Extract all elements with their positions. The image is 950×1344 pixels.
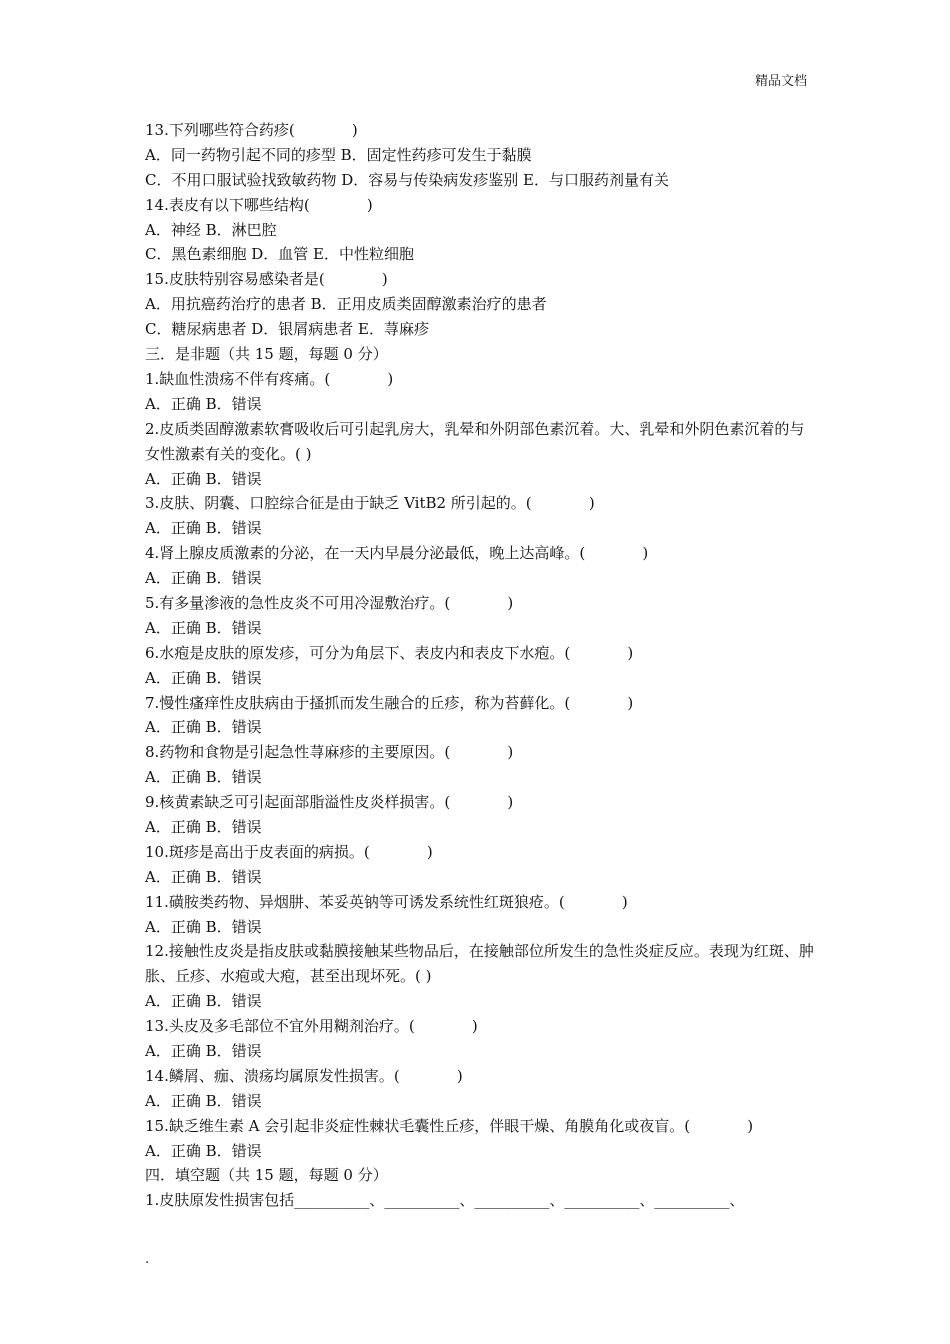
option-line: C．不用口服试验找致敏药物 D．容易与传染病发疹鉴别 E．与口服药剂量有关 xyxy=(145,170,669,189)
option-line: A．正确 B．错误 xyxy=(145,569,262,588)
option-line: A．正确 B．错误 xyxy=(145,718,262,737)
option-line: A．正确 B．错误 xyxy=(145,917,262,936)
question-line: 15.皮肤特别容易感染者是( ) xyxy=(145,270,388,289)
option-line: A．正确 B．错误 xyxy=(145,768,262,787)
question-line: 14.鳞屑、痂、溃疡均属原发性损害。( ) xyxy=(145,1066,463,1085)
question-line: 15.缺乏维生素 A 会引起非炎症性棘状毛囊性丘疹，伴眼干燥、角膜角化或夜盲。( ) xyxy=(145,1116,754,1135)
question-line: 12.接触性皮炎是指皮肤或黏膜接触某些物品后，在接触部位所发生的急性炎症反应。表现为红斑、肿胀、丘疹、水疱或大疱，甚至出现坏死。( ) xyxy=(145,942,814,986)
option-line: A．正确 B．错误 xyxy=(145,1091,262,1110)
question-line: 11.磺胺类药物、异烟肼、苯妥英钠等可诱发系统性红斑狼疮。( ) xyxy=(145,892,628,911)
question-line: 2.皮质类固醇激素软膏吸收后可引起乳房大，乳晕和外阴部色素沉着。大、乳晕和外阴色素沉着的与女性激素有关的变化。( ) xyxy=(145,419,805,463)
option-line: A．用抗癌药治疗的患者 B．正用皮质类固醇激素治疗的患者 xyxy=(145,295,547,314)
option-line: A．同一药物引起不同的疹型 B．固定性药疹可发生于黏膜 xyxy=(145,145,532,164)
page-header-label: 精品文档 xyxy=(754,74,807,89)
question-line: 13.头皮及多毛部位不宜外用糊剂治疗。( ) xyxy=(145,1017,478,1036)
footer-mark: . xyxy=(145,1252,150,1267)
option-line: C．黑色素细胞 D．血管 E．中性粒细胞 xyxy=(145,245,414,264)
section-heading: 三．是非题（共 15 题，每题 0 分） xyxy=(145,345,388,364)
question-line: 6.水疱是皮肤的原发疹，可分为角层下、表皮内和表皮下水疱。( ) xyxy=(145,643,634,662)
option-line: A．正确 B．错误 xyxy=(145,668,262,687)
option-line: A．正确 B．错误 xyxy=(145,1141,262,1160)
option-line: A．正确 B．错误 xyxy=(145,618,262,637)
fill-blank-question: 1.皮肤原发性损害包括__________、__________、__________、__________、__________、 xyxy=(145,1191,745,1210)
option-line: A．正确 B．错误 xyxy=(145,469,262,488)
section-heading: 四．填空题（共 15 题，每题 0 分） xyxy=(145,1166,388,1185)
option-line: A．正确 B．错误 xyxy=(145,519,262,538)
question-line: 9.核黄素缺乏可引起面部脂溢性皮炎样损害。( ) xyxy=(145,793,514,812)
question-line: 7.慢性瘙痒性皮肤病由于搔抓而发生融合的丘疹，称为苔藓化。( ) xyxy=(145,693,634,712)
question-line: 3.皮肤、阴囊、口腔综合征是由于缺乏 VitB2 所引起的。( ) xyxy=(145,494,595,513)
question-line: 1.缺血性溃疡不伴有疼痛。( ) xyxy=(145,369,394,388)
question-line: 4.肾上腺皮质激素的分泌，在一天内早晨分泌最低，晚上达高峰。( ) xyxy=(145,544,649,563)
question-line: 10.斑疹是高出于皮表面的病损。( ) xyxy=(145,842,433,861)
option-line: A．正确 B．错误 xyxy=(145,1042,262,1061)
question-line: 5.有多量渗液的急性皮炎不可用冷湿敷治疗。( ) xyxy=(145,593,514,612)
option-line: A．神经 B．淋巴腔 xyxy=(145,220,277,239)
option-line: C．糖尿病患者 D．银屑病患者 E．荨麻疹 xyxy=(145,320,429,339)
option-line: A．正确 B．错误 xyxy=(145,992,262,1011)
document-body xyxy=(145,118,815,1213)
option-line: A．正确 B．错误 xyxy=(145,394,262,413)
question-line: 14.表皮有以下哪些结构( ) xyxy=(145,195,373,214)
option-line: A．正确 B．错误 xyxy=(145,817,262,836)
question-line: 8.药物和食物是引起急性荨麻疹的主要原因。( ) xyxy=(145,743,514,762)
option-line: A．正确 B．错误 xyxy=(145,867,262,886)
question-line: 13.下列哪些符合药疹( ) xyxy=(145,121,358,139)
